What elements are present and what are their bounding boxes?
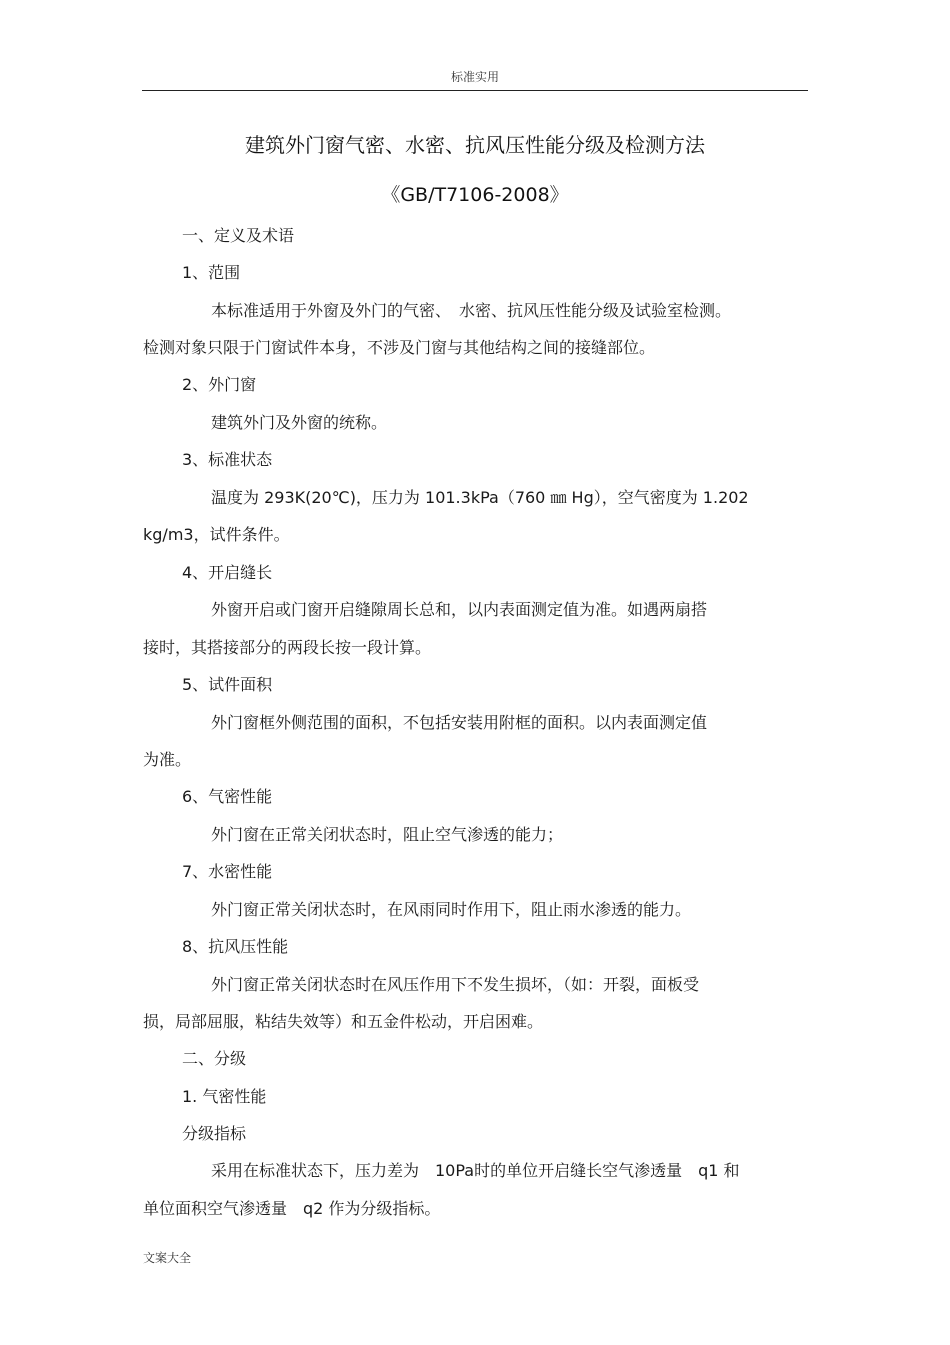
paragraph-line: 温度为 293K(20℃)，压力为 101.3kPa（760 ㎜ Hg），空气密度为 1.202 — [211, 488, 749, 507]
term-heading-external-windows-doors: 2、外门窗 — [182, 375, 257, 394]
section-heading-classification: 二、分级 — [182, 1049, 247, 1068]
section-heading-definitions: 一、定义及术语 — [182, 226, 295, 245]
paragraph-line: 接时，其搭接部分的两段长按一段计算。 — [143, 638, 432, 657]
paragraph-line: 建筑外门及外窗的统称。 — [211, 413, 388, 432]
paragraph-line: 外门窗在正常关闭状态时，阻止空气渗透的能力； — [211, 825, 564, 844]
term-heading-wind-load-resistance: 8、抗风压性能 — [182, 937, 289, 956]
page-header: 标准实用 — [450, 70, 499, 84]
term-heading-standard-state: 3、标准状态 — [182, 450, 273, 469]
paragraph-line: 外门窗正常关闭状态时在风压作用下不发生损坏，（如：开裂，面板受 — [211, 975, 700, 994]
paragraph-line: 外门窗正常关闭状态时，在风雨同时作用下，阻止雨水渗透的能力。 — [211, 900, 692, 919]
term-heading-scope: 1、范围 — [182, 263, 241, 282]
paragraph-line: 外窗开启或门窗开启缝隙周长总和，以内表面测定值为准。如遇两扇搭 — [211, 600, 708, 619]
paragraph-line: 本标准适用于外窗及外门的气密、 水密、抗风压性能分级及试验室检测。 — [211, 301, 732, 320]
classification-index-heading: 分级指标 — [182, 1124, 247, 1143]
paragraph-line: 外门窗框外侧范围的面积，不包括安装用附框的面积。以内表面测定值 — [211, 713, 708, 732]
page-footer: 文案大全 — [143, 1251, 192, 1265]
term-heading-air-tightness: 6、气密性能 — [182, 787, 273, 806]
paragraph-line: 单位面积空气渗透量 q2 作为分级指标。 — [143, 1199, 441, 1218]
subsection-heading-air-tightness: 1. 气密性能 — [182, 1087, 267, 1106]
paragraph-line: 检测对象只限于门窗试件本身，不涉及门窗与其他结构之间的接缝部位。 — [143, 338, 656, 357]
term-heading-water-tightness: 7、水密性能 — [182, 862, 273, 881]
term-heading-opening-joint-length: 4、开启缝长 — [182, 563, 273, 582]
paragraph-line: 损，局部屈服，粘结失效等）和五金件松动，开启困难。 — [143, 1012, 544, 1031]
document-title: 建筑外门窗气密、水密、抗风压性能分级及检测方法 — [245, 133, 705, 157]
paragraph-line: 采用在标准状态下，压力差为 10Pa时的单位开启缝长空气渗透量 q1 和 — [211, 1161, 740, 1180]
header-rule — [142, 90, 808, 91]
paragraph-line: kg/m3，试件条件。 — [143, 525, 290, 544]
paragraph-line: 为准。 — [143, 750, 192, 769]
standard-number: 《GB/T7106-2008》 — [381, 184, 569, 206]
term-heading-specimen-area: 5、试件面积 — [182, 675, 273, 694]
